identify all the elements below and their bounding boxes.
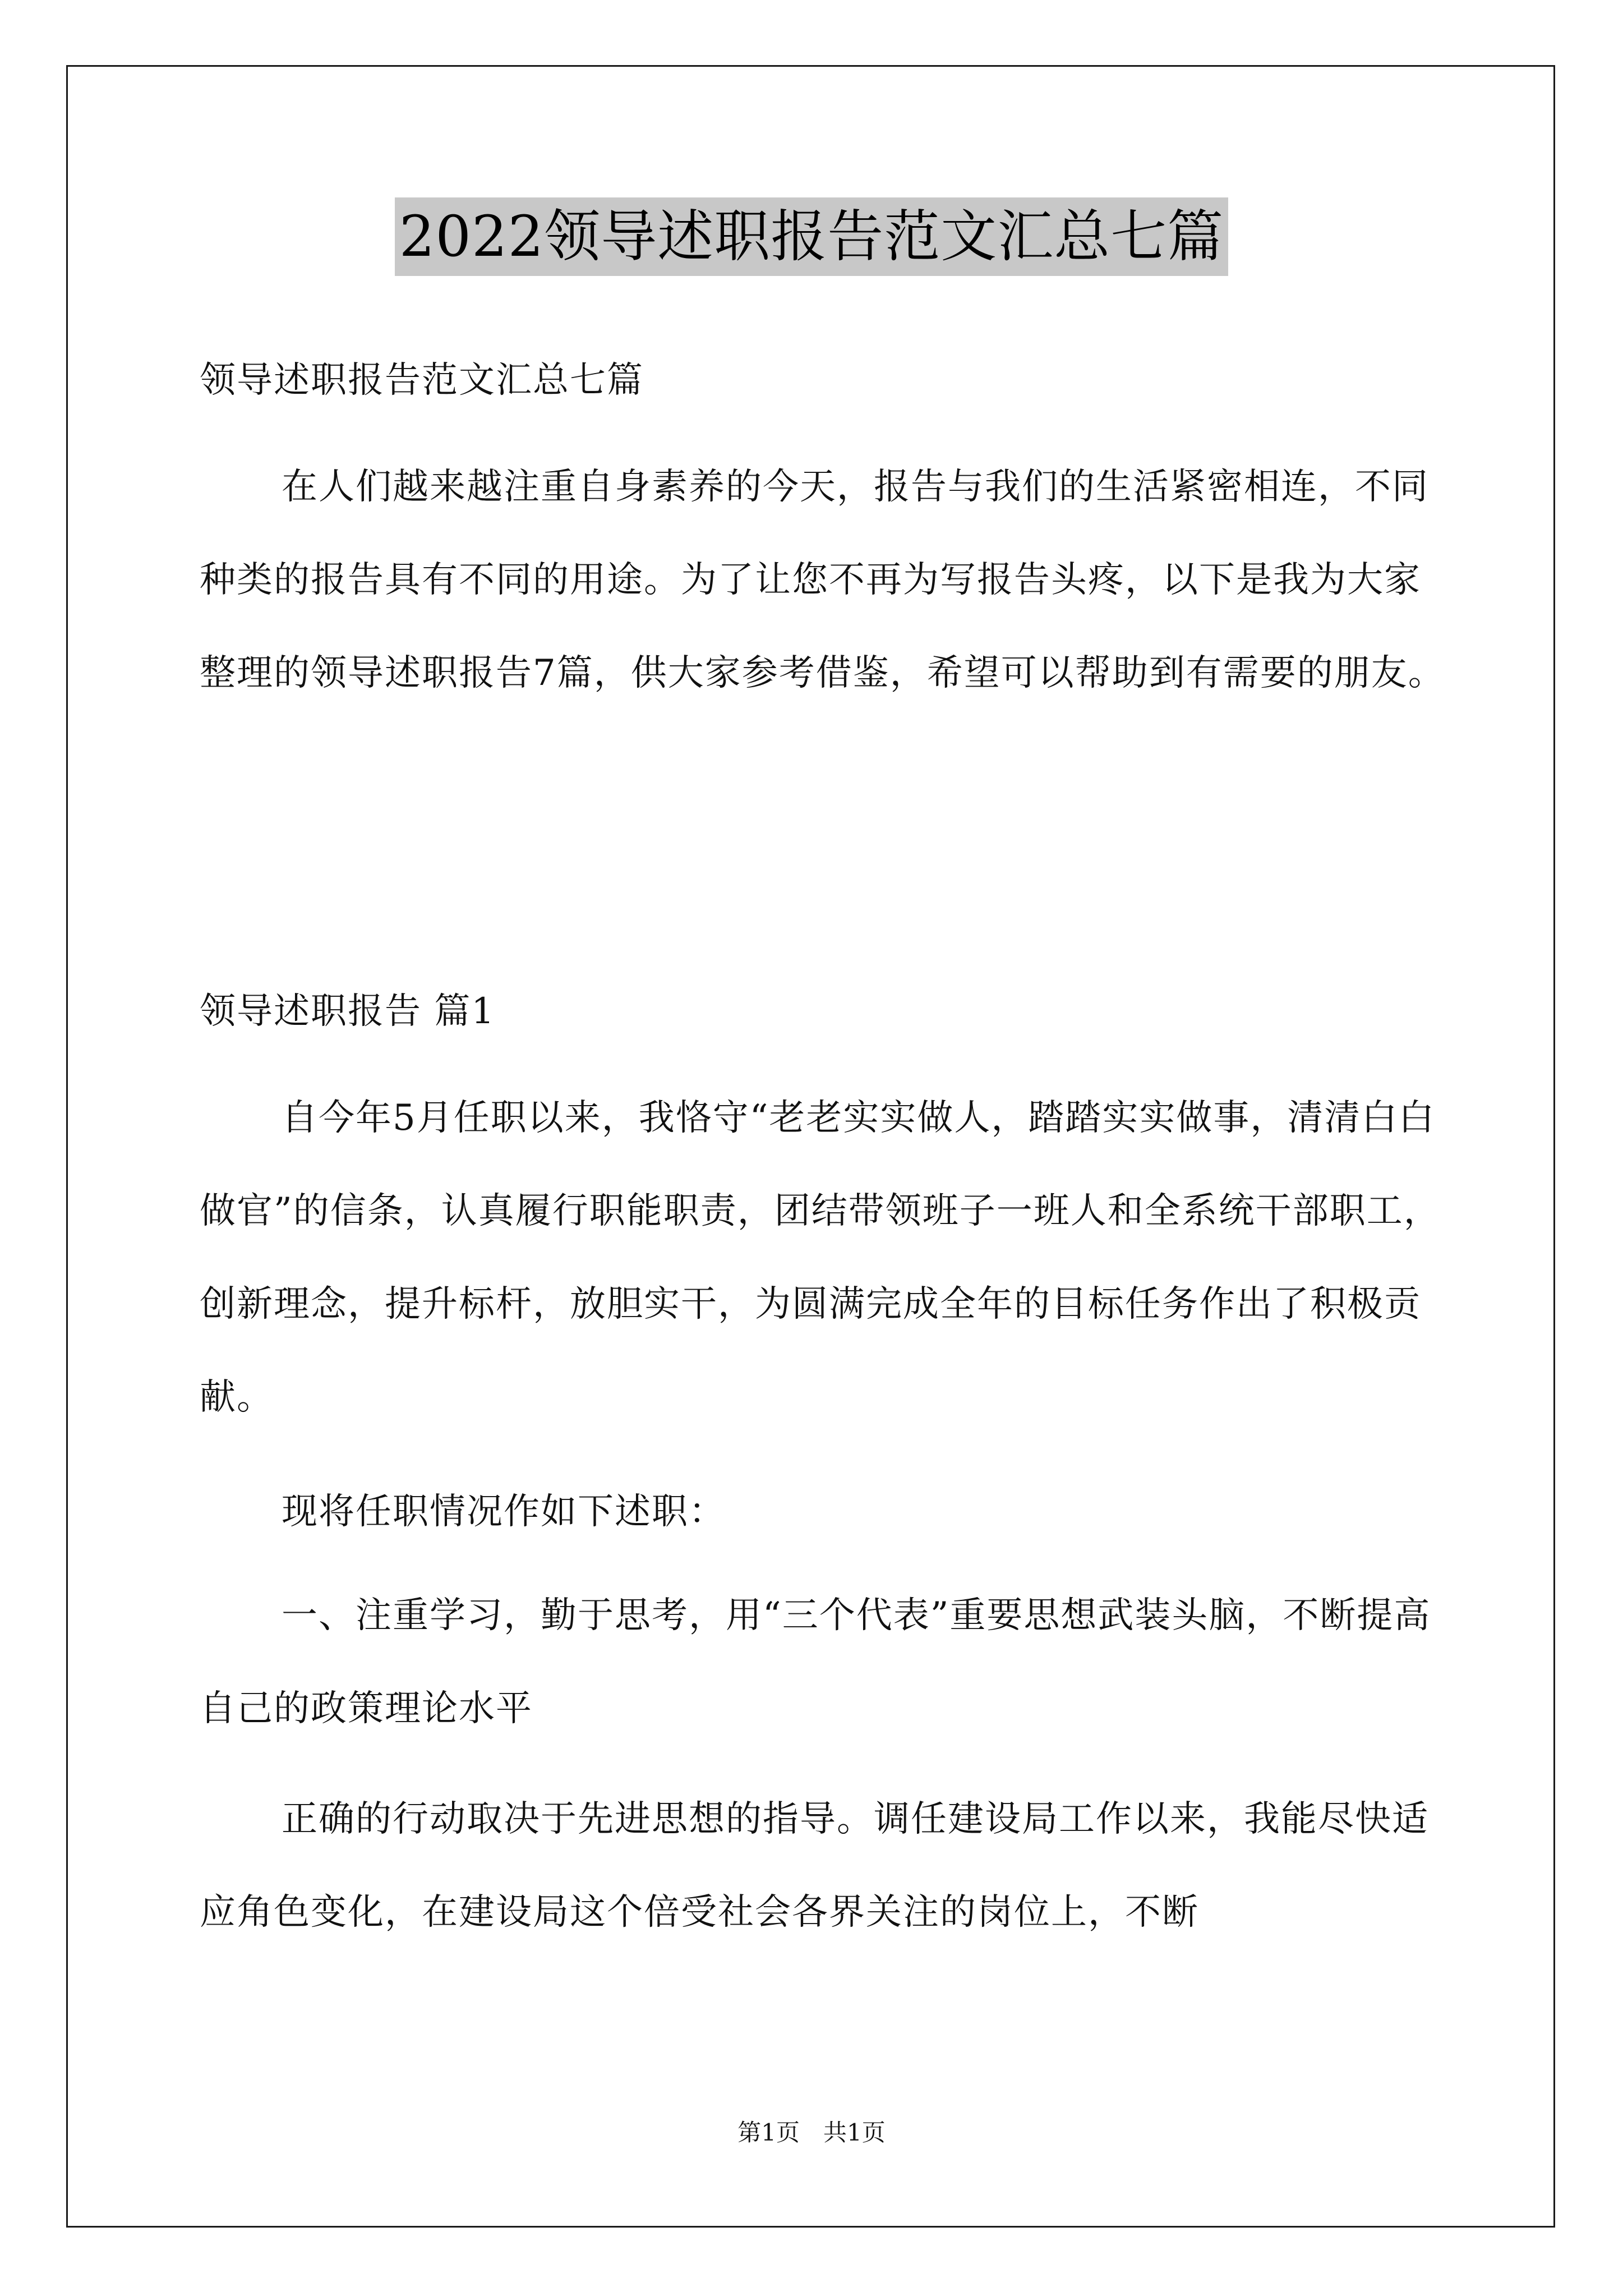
paragraph-2: 现将任职情况作如下述职： <box>282 1491 726 1533</box>
document-subtitle: 领导述职报告范文汇总七篇 <box>200 360 644 401</box>
document-title: 2022领导述职报告范文汇总七篇 <box>395 197 1229 276</box>
section-heading: 领导述职报告 篇1 <box>200 991 496 1032</box>
page-footer: 第1页 共1页 <box>737 2119 886 2146</box>
paragraph-1: 自今年5月任职以来，我恪守“老老实实做人，踏踏实实做事，清清白白做官”的信条，认真履行职能职责，团结带领班子一班人和全系统干部职工，创新理念，提升标杆，放胆实干，为圆满完成全年的目标任务作出了积极贡献。 <box>200 1097 1441 1418</box>
title-container <box>0 197 1623 276</box>
paragraph-3: 一、注重学习，勤于思考，用“三个代表”重要思想武装头脑，不断提高自己的政策理论水平 <box>200 1595 1431 1729</box>
paragraph-4: 正确的行动取决于先进思想的指导。调任建设局工作以来，我能尽快适应角色变化，在建设局这个倍受社会各界关注的岗位上，不断 <box>200 1798 1429 1933</box>
intro-paragraph: 在人们越来越注重自身素养的今天，报告与我们的生活紧密相连，不同种类的报告具有不同的用途。为了让您不再为写报告头疼，以下是我为大家整理的领导述职报告7篇，供大家参考借鉴，希望可以帮助到有需要的朋友。 <box>200 466 1445 694</box>
